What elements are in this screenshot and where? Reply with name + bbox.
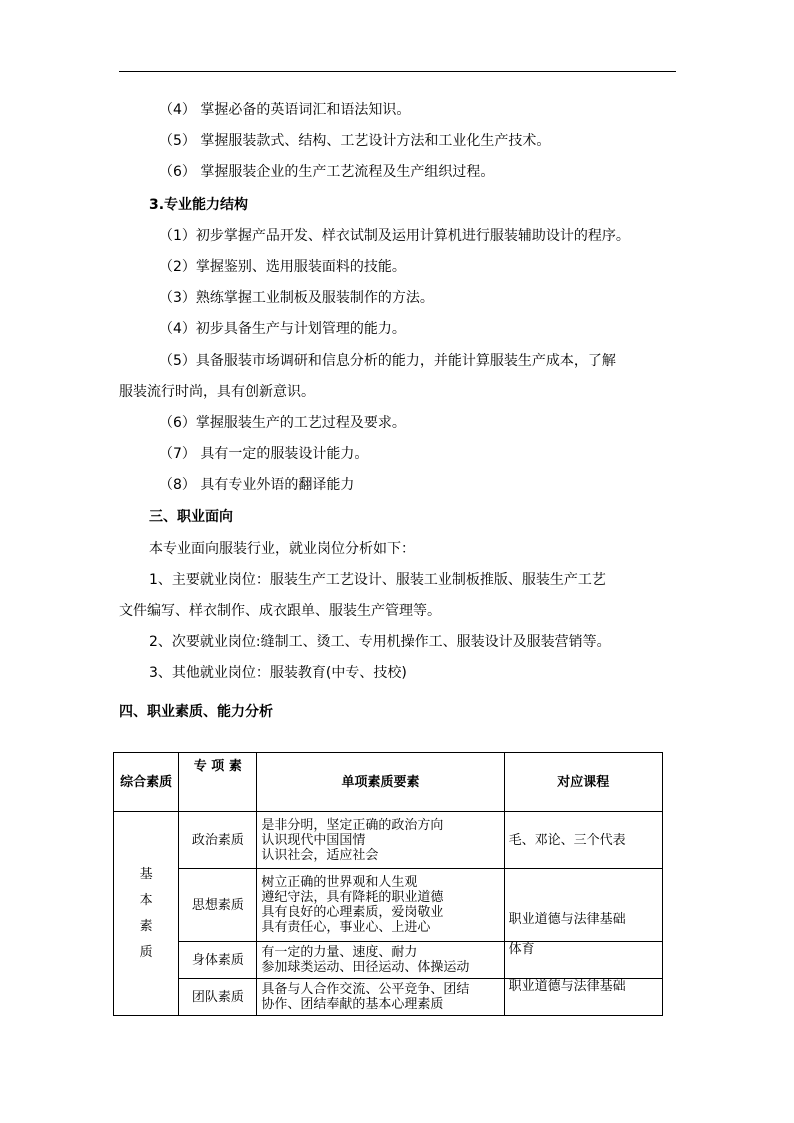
req-line: 树立正确的世界观和人生观 [261, 875, 418, 890]
quality-name: 思想素质 [179, 869, 257, 942]
ability-heading: 3.专业能力结构 [149, 197, 249, 213]
ability-item: （2）掌握鉴别、选用服装面料的技能。 [159, 259, 406, 275]
quality-reqs [257, 869, 504, 942]
header-cell: 专 项 素 [179, 753, 257, 812]
quality-heading: 四、职业素质、能力分析 [119, 704, 273, 720]
knowledge-item: （6） 掌握服装企业的生产工艺流程及生产组织过程。 [159, 164, 495, 180]
group-label-char: 质 [139, 944, 153, 960]
ability-item: （4）初步具备生产与计划管理的能力。 [159, 321, 406, 337]
ability-item: （7） 具有一定的服装设计能力。 [159, 446, 369, 462]
group-label-char: 基 [139, 866, 153, 882]
req-line: 有一定的力量、速度、耐力 [261, 945, 418, 960]
group-label-char: 素 [139, 918, 153, 934]
ability-item: （5）具备服装市场调研和信息分析的能力，并能计算服装生产成本，了解 [159, 353, 616, 369]
ability-item: （8） 具有专业外语的翻译能力 [159, 477, 355, 493]
course-cell: 职业道德与法律基础 [504, 869, 662, 942]
ability-item-continuation: 服装流行时尚，具有创新意识。 [119, 384, 315, 400]
req-line: 遵纪守法，具有降耗的职业道德 [261, 890, 444, 905]
req-line: 认识现代中国国情 [261, 832, 366, 848]
quality-name: 身体素质 [179, 942, 257, 979]
req-line: 具备与人合作交流、公平竞争、团结 [261, 982, 470, 997]
req-line: 是非分明，坚定正确的政治方向 [261, 817, 444, 833]
table-row [114, 869, 663, 942]
table-row [114, 942, 663, 979]
quality-table [113, 752, 663, 1016]
quality-name: 团队素质 [179, 979, 257, 1016]
quality-reqs [257, 812, 504, 869]
req-line: 具有良好的心理素质，爱岗敬业 [261, 905, 444, 920]
career-line: 1、主要就业岗位：服装生产工艺设计、服装工业制板推版、服装生产工艺 [149, 572, 606, 588]
course-cell: 职业道德与法律基础 [504, 979, 662, 1016]
course-cell: 体育 [504, 942, 662, 979]
knowledge-item: （4） 掌握必备的英语词汇和语法知识。 [159, 102, 411, 118]
table-row [114, 979, 663, 1016]
header-cell: 单项素质要素 [257, 753, 504, 812]
req-line: 认识社会，适应社会 [261, 847, 379, 863]
career-line: 3、其他就业岗位：服装教育(中专、技校) [149, 665, 407, 681]
career-line-continuation: 文件编写、样衣制作、成衣跟单、服装生产管理等。 [119, 603, 441, 619]
header-rule [119, 71, 676, 72]
req-line: 具有责任心，事业心、上进心 [261, 920, 431, 935]
group-label-cell [114, 812, 179, 1016]
header-cell: 综合素质 [114, 753, 179, 812]
header-cell: 对应课程 [504, 753, 662, 812]
quality-reqs [257, 942, 504, 979]
ability-item: （6）掌握服装生产的工艺过程及要求。 [159, 415, 406, 431]
req-line: 参加球类运动、田径运动、体操运动 [261, 960, 470, 975]
ability-item: （1）初步掌握产品开发、样衣试制及运用计算机进行服装辅助设计的程序。 [159, 228, 630, 244]
quality-reqs [257, 979, 504, 1016]
course-cell: 毛、邓论、三个代表 [504, 812, 662, 869]
ability-item: （3）熟练掌握工业制板及服装制作的方法。 [159, 290, 434, 306]
table-header-row [114, 753, 663, 812]
career-heading: 三、职业面向 [149, 509, 233, 525]
career-line: 2、次要就业岗位:缝制工、烫工、专用机操作工、服装设计及服装营销等。 [149, 634, 611, 650]
table-row [114, 812, 663, 869]
req-line: 协作、团结奉献的基本心理素质 [261, 997, 444, 1012]
knowledge-item: （5） 掌握服装款式、结构、工艺设计方法和工业化生产技术。 [159, 133, 551, 149]
quality-name: 政治素质 [179, 812, 257, 869]
career-intro: 本专业面向服装行业，就业岗位分析如下： [149, 541, 415, 557]
group-label-char: 本 [139, 892, 153, 908]
